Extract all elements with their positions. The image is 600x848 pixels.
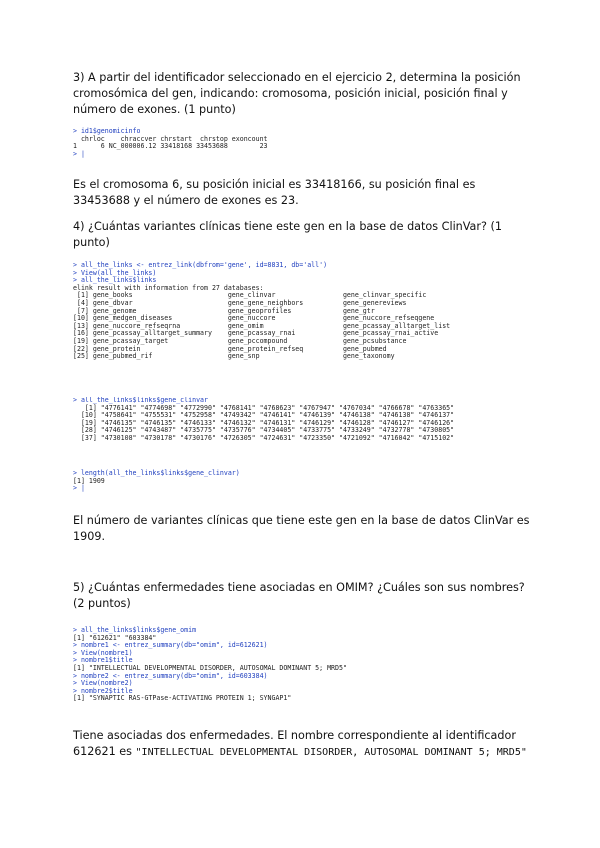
question-3: 3) A partir del identificador seleccionado en el ejercicio 2, determina la posición cromosómica del gen, indicando: cromosoma, posición inicial, posición final y número de exones. (1 punto) [73,71,521,116]
console-line: > id1$genomicinfo [73,127,141,135]
console-line: [1] 1909 [73,476,105,485]
console-line: > all_the_links$links$gene_clinvar [73,397,208,404]
console-line: > | [73,484,85,493]
console-line: [10] gene_medgen_diseases gene_nuccore gene_nuccore_refseqgene [73,314,435,323]
console-line: 1 6 NC_000006.12 33418168 33453688 23 [73,142,268,151]
answer-3: Es el cromosoma 6, su posición inicial es 33418166, su posición final es 33453688 y el número de exones es 23. [73,178,476,207]
console-line: > nombre2 <- entrez_summary(db="omim", id=603384) [73,671,268,680]
console-line: > nombre2$title [73,686,133,695]
console-line: > View(nombre1) [73,648,133,657]
console-line: chrloc chraccver chrstart chrstop exoncount [73,134,268,143]
question-5: 5) ¿Cuántas enfermedades tiene asociadas en OMIM? ¿Cuáles son sus nombres? (2 puntos) [73,581,525,610]
console-line: [1] "INTELLECTUAL DEVELOPMENTAL DISORDER, AUTOSOMAL DOMINANT 5; MRD5" [73,663,347,672]
console-line: [19] "4746135" "4746135" "4746133" "4746132" "4746131" "4746129" "4746128" "4746127" "4746126" [73,418,455,427]
console-line: > View(all_the_links) [73,268,157,277]
console-line: > all_the_links$links [73,276,157,285]
console-line: [1] "4776141" "4774698" "4772990" "4768141" "4768623" "4767947" "4767034" "4766678" "4763365" [73,403,455,412]
console-line: [10] "4758641" "4755531" "4752958" "4749342" "4746141" "4746139" "4746138" "4746138" "4746137" [73,411,455,420]
console-line: [1] "612621" "603384" [73,633,157,642]
console-all-links [73,262,450,361]
console-line: > all_the_links <- entrez_link(dbfrom='gene', id=8831, db='all') [73,261,328,269]
console-line: [1] gene_books gene_clinvar gene_clinvar_specific [73,291,427,300]
answer-4: El número de variantes clínicas que tiene este gen en la base de datos ClinVar es 1909. [73,514,530,543]
console-line: > all_the_links$links$gene_omim [73,626,197,634]
console-line: [7] gene_genome gene_geoprofiles gene_gtr [73,306,375,315]
answer-5-disease-name: "INTELLECTUAL DEVELOPMENTAL DISORDER, AUTOSOMAL DOMINANT 5; MRD5" [135,747,527,758]
console-line: [4] gene_dbvar gene_gene_neighbors gene_genereviews [73,298,407,307]
console-line: > | [73,149,85,158]
console-line: elink result with information from 27 databases: [73,283,264,292]
console-omim [73,627,347,703]
console-line: > nombre1 <- entrez_summary(db="omim", id=612621) [73,641,268,650]
console-line: [37] "4730108" "4730178" "4730176" "4726305" "4724631" "4723350" "4721092" "4716042" "4715102" [73,433,455,442]
console-genomicinfo [73,128,268,158]
console-line: [22] gene_protein gene_protein_refseq gene_pubmed [73,344,387,353]
console-line: [1] "SYNAPTIC RAS-GTPase-ACTIVATING PROTEIN 1; SYNGAP1" [73,694,292,703]
console-line: [16] gene_pcassay_alltarget_summary gene_pcassay_rnai gene_pcassay_rnai_active [73,329,439,338]
console-line: [13] gene_nuccore_refseqrna gene_omim gene_pcassay_alltarget_list [73,321,451,330]
answer-5 [73,728,533,761]
console-line: > nombre1$title [73,656,133,665]
console-line: [28] "4746125" "4743487" "4735775" "4735776" "4734405" "4733775" "4733249" "4732778" "4730805" [73,426,455,435]
console-length [73,470,240,493]
console-gene-clinvar [73,397,454,451]
answer-5-text: Tiene asociadas dos enfermedades. El nombre correspondiente al identificador 612621 es [73,729,516,758]
question-4: 4) ¿Cuántas variantes clínicas tiene este gen en la base de datos ClinVar? (1 punto) [73,220,502,249]
console-line: > length(all_the_links$links$gene_clinvar) [73,469,240,477]
console-line: [19] gene_pcassay_target gene_pccompound gene_pcsubstance [73,336,407,345]
console-line: [25] gene_pubmed_rif gene_snp gene_taxonomy [73,352,395,361]
console-line: > View(nombre2) [73,679,133,688]
